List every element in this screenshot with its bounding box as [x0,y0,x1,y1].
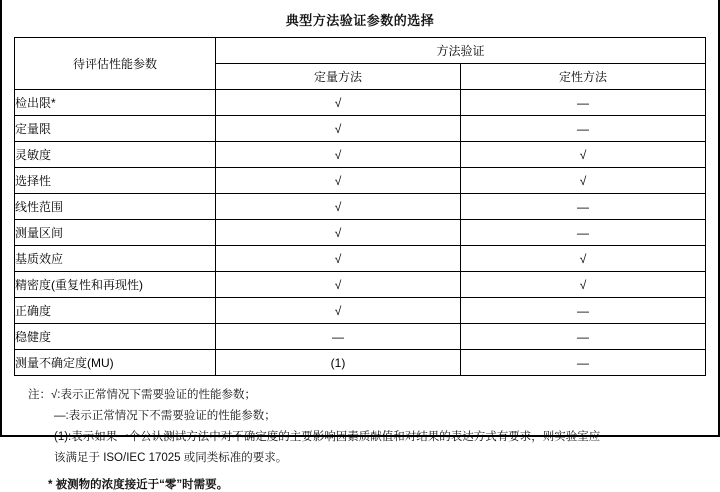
row-quantitative-mark: √ [216,142,461,168]
table-row [15,246,706,272]
row-qualitative-mark: √ [461,272,706,298]
row-quantitative-mark: √ [216,272,461,298]
note-line-3: (1):表示如果一个公认测试方法中对不确定度的主要影响因素质献值和对结果的表达方式有要求，则实验室应 [54,430,601,443]
row-quantitative-mark: √ [216,298,461,324]
row-param-label: 测量不确定度(MU) [15,350,216,376]
row-param-label: 灵敏度 [15,142,216,168]
row-qualitative-mark: — [461,116,706,142]
page-title: 典型方法验证参数的选择 [285,13,435,28]
table-notes [28,386,702,468]
row-quantitative-mark: √ [216,116,461,142]
row-quantitative-mark: √ [216,90,461,116]
note-line-2: —:表示正常情况下不需要验证的性能参数； [54,409,276,422]
table-row [15,116,706,142]
table-row [15,194,706,220]
table-row [15,324,706,350]
row-param-label: 选择性 [15,168,216,194]
row-param-label: 基质效应 [15,246,216,272]
row-qualitative-mark: — [461,298,706,324]
row-param-label: 稳健度 [15,324,216,350]
header-param-column: 待评估性能参数 [15,38,216,90]
row-qualitative-mark: √ [461,246,706,272]
row-quantitative-mark: √ [216,220,461,246]
row-qualitative-mark: — [461,194,706,220]
row-quantitative-mark: √ [216,194,461,220]
row-param-label: 线性范围 [15,194,216,220]
row-param-label: 定量限 [15,116,216,142]
note-line-4: 该满足于 ISO/IEC 17025 或同类标准的要求。 [54,451,288,464]
header-quantitative-method: 定量方法 [216,64,461,90]
table-row [15,350,706,376]
row-quantitative-mark: (1) [216,350,461,376]
table-row [15,168,706,194]
row-qualitative-mark: — [461,220,706,246]
row-qualitative-mark: √ [461,168,706,194]
header-group-method-validation: 方法验证 [216,38,706,64]
page-left-border [0,0,2,437]
table-row [15,272,706,298]
row-param-label: 正确度 [15,298,216,324]
table-row [15,298,706,324]
row-quantitative-mark: — [216,324,461,350]
header-qualitative-method: 定性方法 [461,64,706,90]
validation-parameters-table [14,37,706,376]
footnote: * 被测物的浓度接近于“零”时需要。 [48,478,229,491]
table-header-row-1 [15,38,706,64]
row-qualitative-mark: — [461,90,706,116]
table-row [15,220,706,246]
row-qualitative-mark: — [461,350,706,376]
note-line-1: 注：√:表示正常情况下需要验证的性能参数； [28,389,257,401]
row-param-label: 检出限* [15,90,216,116]
row-quantitative-mark: √ [216,168,461,194]
table-row [15,142,706,168]
row-param-label: 测量区间 [15,220,216,246]
row-quantitative-mark: √ [216,246,461,272]
table-body [15,90,706,376]
row-param-label: 精密度(重复性和再现性) [15,272,216,298]
row-qualitative-mark: √ [461,142,706,168]
row-qualitative-mark: — [461,324,706,350]
table-head [15,38,706,90]
table-row [15,90,706,116]
